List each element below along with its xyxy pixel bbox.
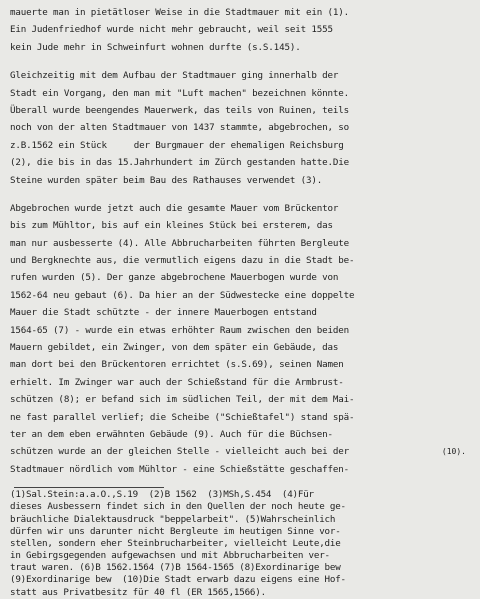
text-line: schützen (8); er befand sich im südlichen Teil, der mit dem Mai- bbox=[10, 394, 355, 406]
text-line: z.B.1562 ein Stück der Burgmauer der ehemaligen Reichsburg bbox=[10, 139, 344, 151]
footnote-line: (9)Exordinarige bew (10)Die Stadt erwarb dazu eigens eine Hof- bbox=[10, 574, 346, 586]
text-line: erhielt. Im Zwinger war auch der Schießstand für die Armbrust- bbox=[10, 376, 344, 388]
text-line: man nur ausbesserte (4). Alle Abbrucharbeiten führten Bergleute bbox=[10, 237, 350, 249]
footnote-line: bräuchliche Dialektausdruck "beppelarbeit". (5)Wahrscheinlich bbox=[10, 513, 336, 525]
text-line: und Bergknechte aus, die vermutlich eigens dazu in die Stadt be- bbox=[10, 255, 355, 267]
footnote-line: dürfen wir uns darunter nicht Bergleute im heutigen Sinne vor- bbox=[10, 525, 341, 537]
text-line: man dort bei den Brückentoren errichtet (s.S.69), seinen Namen bbox=[10, 359, 344, 371]
text-line: Ein Judenfriedhof wurde nicht mehr gebraucht, weil seit 1555 bbox=[10, 24, 333, 36]
paragraph-3 bbox=[10, 200, 472, 478]
text-line: Mauer die Stadt schützte - der innere Mauerbogen entstand bbox=[10, 307, 317, 319]
footnote-marker: (10). bbox=[441, 447, 466, 456]
footnote-line: in Gebirgsgegenden aufgewachsen und mit Abbrucharbeiten ver- bbox=[10, 550, 330, 562]
paragraph-1 bbox=[10, 4, 472, 56]
footnotes bbox=[10, 489, 472, 599]
text-line: noch von der alten Stadtmauer von 1437 stammte, abgebrochen, so bbox=[10, 122, 350, 134]
paragraph-2 bbox=[10, 67, 472, 189]
text-line: kein Jude mehr in Schweinfurt wohnen durfte (s.S.145). bbox=[10, 41, 301, 53]
footnote-line: stellen, sondern eher Steinbrucharbeiter, vielleicht Leute,die bbox=[10, 537, 341, 549]
footnote-line: statt aus Privatbesitz für 40 fl (ER 1565,1566). bbox=[10, 586, 266, 598]
text-line: Überall wurde beengendes Mauerwerk, das teils von Ruinen, teils bbox=[10, 104, 350, 116]
text-line: Stadtmauer nördlich vom Mühltor - eine Schießstätte geschaffen- bbox=[10, 463, 350, 475]
text-line: Mauern gebildet, ein Zwinger, von dem später ein Gebäude, das bbox=[10, 342, 339, 354]
text-line: rufen wurden (5). Der ganze abgebrochene Mauerbogen wurde von bbox=[10, 272, 339, 284]
text-line: 1562-64 neu gebaut (6). Da hier an der Südwestecke eine doppelte bbox=[10, 289, 355, 301]
text-line: (2), die bis in das 15.Jahrhundert im Zürch gestanden hatte.Die bbox=[10, 157, 350, 169]
footnote-line: (1)Sal.Stein:a.a.O.,S.19 (2)B 1562 (3)MSh,S.454 (4)Für bbox=[10, 489, 314, 501]
text-line: schützen wurde an der gleichen Stelle - vielleicht auch bei der bbox=[10, 446, 350, 458]
text-line: Abgebrochen wurde jetzt auch die gesamte Mauer vom Brückentor bbox=[10, 202, 339, 214]
text-line: Steine wurden später beim Bau des Rathauses verwendet (3). bbox=[10, 174, 323, 186]
footnote-divider bbox=[14, 487, 164, 488]
text-line: ne fast parallel verlief; die Scheibe ("Schießtafel") stand spä- bbox=[10, 411, 355, 423]
text-line: bis zum Mühltor, bis auf ein kleines Stück bei ersterem, das bbox=[10, 220, 333, 232]
footnote-line: dieses Ausbessern findet sich in den Quellen der noch heute ge- bbox=[10, 501, 346, 513]
footnote-line: traut waren. (6)B 1562.1564 (7)B 1564-1565 (8)Exordinarige bew bbox=[10, 562, 341, 574]
text-line: mauerte man in pietätloser Weise in die Stadtmauer mit ein (1). bbox=[10, 7, 350, 18]
text-line: ter an dem eben erwähnten Gebäude (9). Auch für die Büchsen- bbox=[10, 428, 333, 440]
text-line: Stadt ein Vorgang, den man mit "Luft machen" bezeichnen könnte. bbox=[10, 87, 350, 99]
text-line: 1564-65 (7) - wurde ein etwas erhöhter Raum zwischen den beiden bbox=[10, 324, 350, 336]
text-line: Gleichzeitig mit dem Aufbau der Stadtmauer ging innerhalb der bbox=[10, 70, 339, 82]
